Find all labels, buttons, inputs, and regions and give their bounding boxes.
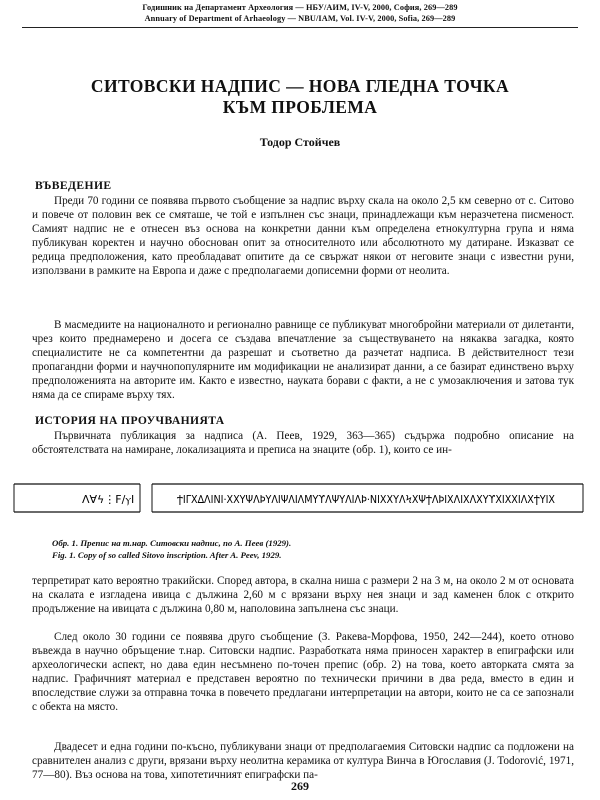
history-paragraph-3: Двадесет и една години по-късно, публикувани знаци от предполагаемия Ситовски надпис са подложени на сравнителен анализ с други, врязани върху неолитна керамика от култура Винча в Югославия (J. Todorović, 1971, 77—80). Въз основа на това, хипотетичният епиграфски па- xyxy=(32,741,574,781)
article-title xyxy=(0,76,600,118)
inscription-left-glyphs: ΛⱯϟ⋮Ϝ∕ⲩΙ xyxy=(82,493,135,506)
header-rule xyxy=(22,27,578,28)
journal-header-en: Annuary of Department of Arhaeology — NBU/IAM, Vol. IV-V, 2000, Sofia, 269—289 xyxy=(144,13,456,23)
journal-header-bg: Годишник на Департамент Археология — НБУ/АИМ, IV-V, 2000, София, 269—289 xyxy=(142,3,458,12)
history-paragraph-1-continued: терпретират като вероятно тракийски. Според автора, в скална ниша с размери 2 на 3 м, на около 2 м от основата на скалата е изгладена ивица с дължина 2,60 м с врязани върху нея знаци и зад каменен блок с открито продължение на ивицата с дължина 0,80 м, наполовина запълнена със знаци. xyxy=(32,575,574,615)
section-heading-history: ИСТОРИЯ НА ПРОУЧВАНИЯТА xyxy=(35,414,225,427)
inscription-drawing xyxy=(0,474,600,534)
article-title-line1: СИТОВСКИ НАДПИС — НОВА ГЛЕДНА ТОЧКА xyxy=(90,76,510,96)
page-number: 269 xyxy=(291,779,309,793)
inscription-right-glyphs: ϮΙΓΧ∆ΛΙΝΙ·ΧΧΥΨΛϷΥΛΙΨΛΙΛΜΥϒΛΨΥΛΙΛϷ·ΝΙΧΧΥΛϞΧΨϮΛϷΙΧΛΙΧΛΧΥϒΧΙΧΧΙΛΧϮΥΙΧ xyxy=(177,493,556,506)
history-paragraph-2: След около 30 години се появява друго съобщение (З. Ракева-Морфова, 1950, 242—244), което отново въвежда в научно обръщение т.нар. Ситовски надпис. Разработката няма приносен характер в епиграфски или археологически аспект, но дава един несъмнено по-точен препис (обр. 2) на това, което авторката смята за надпис. Графичният материал е представен вероятно по технически причини в два реда, вместо в един и впоследствие служи за отправна точка в повечето предлагани интерпретации на автори, които не са се запознали с обекта на място. xyxy=(32,631,574,713)
figure-1 xyxy=(0,474,600,534)
figure-caption-bg: Обр. 1. Препис на т.нар. Ситовски надпис, по А. Пеев (1929). xyxy=(52,538,292,548)
history-paragraph-1: Първичната публикация за надписа (А. Пеев, 1929, 363—365) съдържа подробно описание на обстоятелствата на намиране, локализацията и преписа на знаците (обр. 1), които се ин- xyxy=(32,430,574,456)
article-author: Тодор Стойчев xyxy=(259,135,341,149)
article-title-line2: КЪМ ПРОБЛЕМА xyxy=(222,97,378,117)
intro-paragraph-2: В масмедиите на националното и регионално равнище се публикуват многобройни материали от дилетанти, чрез които преднамерено и досега се създава впечатление за съществуването на някаква загадка, която специалистите не са компетентни да разрешат и съответно да разчетат надписа. В действителност тези пропагандни форми и научнопопулярните им модификации не анализират данни, а се базират единствено върху предположенията на авторите им. Както е известно, науката борави с факти, а не с умозаключения и затова тук няма да се спираме върху тях. xyxy=(32,319,574,401)
section-heading-intro: ВЪВЕДЕНИЕ xyxy=(35,179,112,192)
journal-header xyxy=(0,3,600,24)
intro-paragraph-1: Преди 70 години се появява първото съобщение за надпис върху скала на около 2,5 км северно от с. Ситово и повече от половин век се смяташе, че той е изпълнен със знаци, принадлежащи към неразчетена писменост. Самият надпис не е отнесен въз основа на конкретни данни към определена етнокултурна група и няма публикуван коректен и научно обоснован опит за относителното или абсолютното му датиране. Изказват се редица предположения, като преобладават опитите да се свържат някои от неговите знаци с известни руни, използвани в рамките на Европа и даже с предполагаеми дописемни форми от неолита. xyxy=(32,195,574,277)
figure-caption-en: Fig. 1. Copy of so called Sitovo inscription. After A. Peev, 1929. xyxy=(52,550,282,560)
